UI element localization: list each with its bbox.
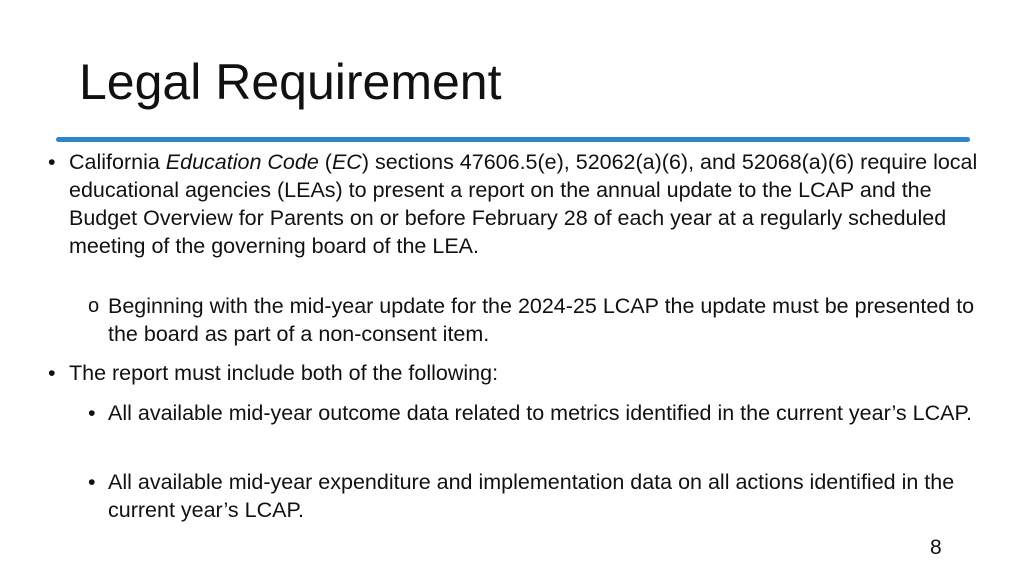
text-segment: ( [318, 150, 332, 174]
sub-bullet-text: Beginning with the mid-year update for the 2024-25 LCAP the update must be presented to the board as part of a non-consent item. [108, 294, 975, 346]
bullet-marker: • [48, 150, 56, 174]
sub-bullet-text: All available mid-year expenditure and implementation data on all actions identified in the current year’s LCAP. [108, 470, 955, 522]
sub-bullet-marker: • [88, 470, 96, 494]
text-segment: ) sections 47606.5(e), 52062(a)(6), and 52068(a)(6) require local educational agencies (LEAs) to present a report on the annual update to the LCAP and the Budget Overview for Parents on or before February 28 of each year at a regularly scheduled meeting of the governing board of the LEA. [69, 150, 978, 258]
italic-text-segment: Education Code [165, 150, 319, 174]
bullet-text: The report must include both of the following: [69, 361, 499, 385]
slide-title: Legal Requirement [79, 54, 502, 110]
page-number: 8 [930, 536, 942, 559]
italic-text-segment: EC [331, 150, 362, 174]
bullet-text [69, 148, 999, 260]
sub-bullet-marker: • [88, 401, 96, 425]
sub-bullet-marker: o [88, 295, 100, 317]
text-segment: California [69, 150, 166, 174]
title-divider [56, 137, 970, 142]
bullet-marker: • [48, 361, 56, 385]
sub-bullet-text: All available mid-year outcome data related to metrics identified in the current year’s LCAP. [108, 401, 973, 425]
